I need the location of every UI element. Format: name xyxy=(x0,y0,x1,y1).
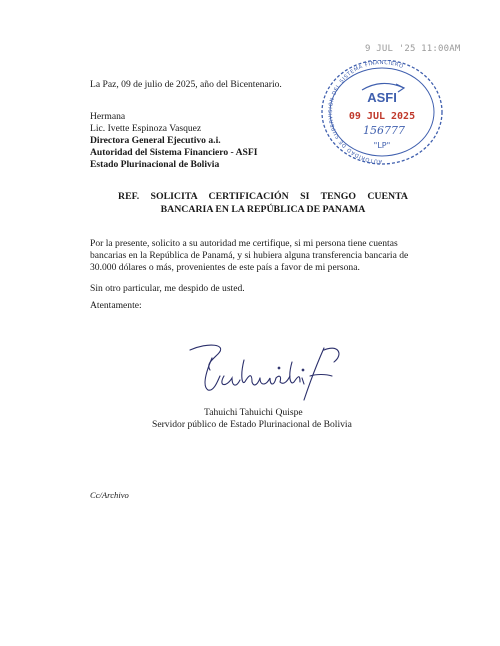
reference-line-2: BANCARIA EN LA REPÚBLICA DE PANAMA xyxy=(160,204,366,215)
body-paragraph-1-line: 30.000 dólares o más, provenientes de este país a favor de mi persona. xyxy=(90,262,360,273)
closing-salutation: Atentamente: xyxy=(90,300,142,311)
addressee-state: Estado Plurinacional de Bolivia xyxy=(90,159,220,170)
letter-body xyxy=(90,238,410,274)
body-paragraph-1-line: bancarias en la República de Panamá, y si hubiera alguna transferencia bancaria de xyxy=(90,250,409,261)
addressee-position: Directora General Ejecutivo a.i. xyxy=(90,135,221,146)
seal-logo-text: ASFI xyxy=(367,90,397,105)
carbon-copy-note: Cc/Archivo xyxy=(90,490,129,500)
handwritten-signature xyxy=(188,340,358,408)
signatory-role: Servidor público de Estado Plurinacional de Bolivia xyxy=(152,419,352,430)
addressee-block xyxy=(90,111,257,171)
seal-city: "LP" xyxy=(373,141,391,150)
addressee-entity: Autoridad del Sistema Financiero - ASFI xyxy=(90,147,258,158)
addressee-name: Lic. Ivette Espinoza Vasquez xyxy=(90,123,202,134)
body-paragraph-1-line: Por la presente, solicito a su autoridad me certifique, si mi persona tiene cuentas xyxy=(90,238,398,249)
seal-date: 09 JUL 2025 xyxy=(348,111,416,122)
reception-timestamp: 9 JUL '25 11:00AM xyxy=(365,44,461,54)
addressee-salutation: Hermana xyxy=(90,111,126,122)
reference-line xyxy=(118,190,408,216)
seal-number: 156777 xyxy=(363,124,405,137)
body-paragraph-2: Sin otro particular, me despido de usted. xyxy=(90,283,245,294)
seal-ring-text: AUTORIDAD DE SUPERVISIÓN DEL SISTEMA FINANCIERO xyxy=(328,60,405,165)
letter-dateline: La Paz, 09 de julio de 2025, año del Bicentenario. xyxy=(90,79,282,90)
body-paragraph-1 xyxy=(90,238,410,274)
signatory-name: Tahuichi Tahuichi Quispe xyxy=(204,407,303,418)
asfi-reception-seal xyxy=(312,60,452,168)
reference-line-1: REF. SOLICITA CERTIFICACIÓN SI TENGO CUENTA xyxy=(118,191,408,202)
